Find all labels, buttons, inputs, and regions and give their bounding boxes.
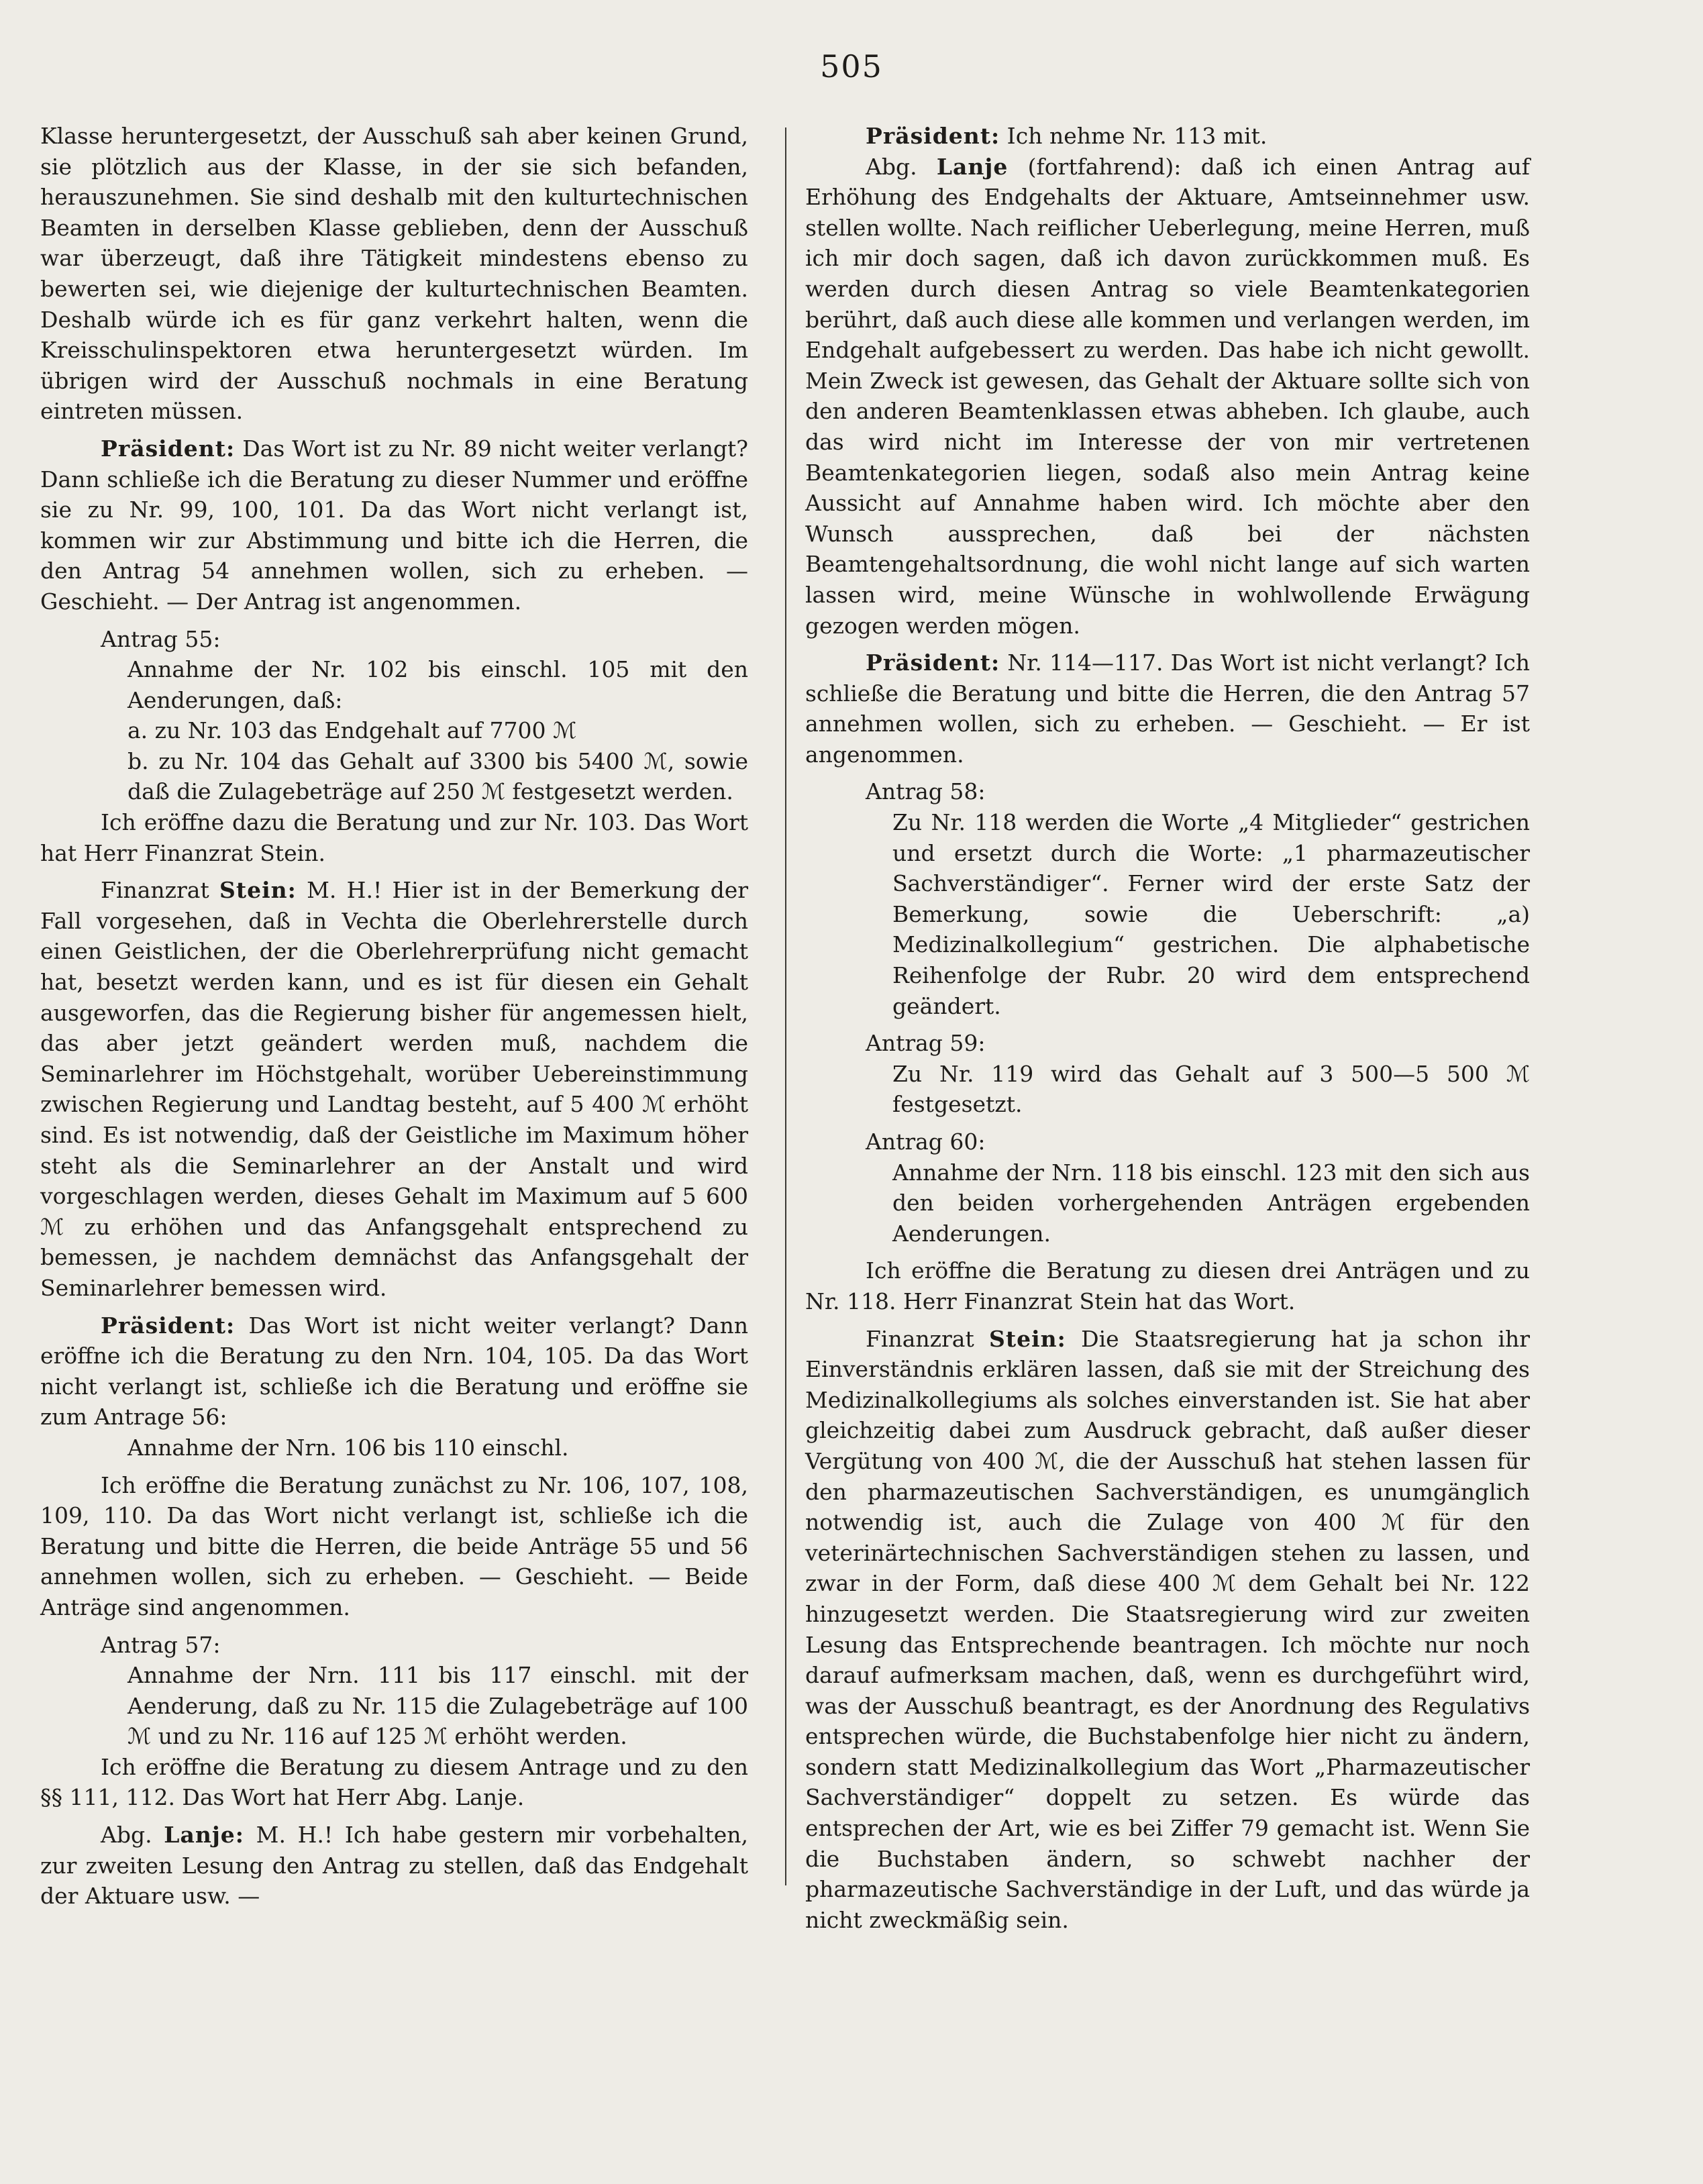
paragraph-text: Ich eröffne die Beratung zunächst zu Nr. 106, 107, 108, 109, 110. Da das Wort nicht verlangt ist, schließe ich die Beratung und bitte die Herren, die beide Anträge 55 und 56 annehmen wollen, sich zu erheben. — Geschieht. — Beide Anträge sind angenommen. (40, 1471, 748, 1620)
paragraph-text: Zu Nr. 119 wird das Gehalt auf 3 500—5 500 ℳ festgesetzt. (892, 1060, 1530, 1118)
paragraph-text: Zu Nr. 118 werden die Worte „4 Mitglieder“ gestrichen und ersetzt durch die Worte: „1 pharmazeutischer Sachverständiger“. Ferner wird der erste Satz der Bemerkung, sowie die Ueberschrift: „a) Medizinalkollegium“ gestrichen. Die alphabetische Reihenfolge der Rubr. 20 wird dem entsprechend geändert. (892, 809, 1530, 1019)
paragraph (805, 776, 1530, 807)
paragraph (40, 654, 748, 715)
paragraph (40, 1470, 748, 1623)
paragraph-text: Annahme der Nrn. 111 bis 117 einschl. mit der Aenderung, daß zu Nr. 115 die Zulagebeträge auf 100 ℳ und zu Nr. 116 auf 125 ℳ erhöht werden. (127, 1662, 748, 1750)
speaker-name: Präsident: (866, 649, 1000, 676)
paragraph (40, 807, 748, 868)
paragraph (40, 715, 748, 746)
paragraph (40, 121, 748, 427)
paragraph (40, 746, 748, 807)
paragraph-text: Ich eröffne die Beratung zu diesem Antrage und zu den §§ 111, 112. Das Wort hat Herr Abg. Lanje. (40, 1753, 748, 1811)
paragraph-text: Annahme der Nrn. 118 bis einschl. 123 mit den sich aus den beiden vorhergehenden Anträgen ergebenden Aenderungen. (892, 1159, 1530, 1247)
right-column (805, 121, 1530, 1935)
paragraph-text: Das Wort ist nicht weiter verlangt? Dann eröffne ich die Beratung zu den Nrn. 104, 105. Da das Wort nicht verlangt ist, schließe ich die Beratung und eröffne sie zum Antrage 56: (40, 1312, 748, 1431)
column-divider (785, 127, 786, 1885)
paragraph (805, 1255, 1530, 1316)
paragraph-text: Ich eröffne die Beratung zu diesen drei Anträgen und zu Nr. 118. Herr Finanzrat Stein hat das Wort. (805, 1257, 1530, 1314)
paragraph (805, 1324, 1530, 1936)
paragraph (40, 1752, 748, 1813)
paragraph-text: b. zu Nr. 104 das Gehalt auf 3300 bis 5400 ℳ, sowie daß die Zulagebeträge auf 250 ℳ festgesetzt werden. (127, 747, 748, 805)
speaker-name: Präsident: (866, 123, 1000, 149)
speaker-name: Präsident: (101, 435, 236, 462)
paragraph-text: Antrag 60: (866, 1129, 986, 1155)
paragraph-text: M. H.! Ich habe gestern mir vorbehalten, zur zweiten Lesung den Antrag zu stellen, daß das Endgehalt der Aktuare usw. — (40, 1822, 749, 1910)
paragraph-text: Antrag 57: (101, 1631, 221, 1658)
paragraph (805, 121, 1530, 152)
paragraph-text: Antrag 59: (866, 1030, 986, 1057)
paragraph (805, 807, 1530, 1021)
paragraph-text: Nr. 114—117. Das Wort ist nicht verlangt? Ich schließe die Beratung und bitte die Herren, die den Antrag 57 annehmen wollen, sich zu erheben. — Geschieht. — Er ist angenommen. (805, 649, 1530, 768)
speaker-prefix: Finanzrat (101, 877, 220, 904)
paragraph (40, 433, 748, 617)
paragraph-text: Ich eröffne dazu die Beratung und zur Nr. 103. Das Wort hat Herr Finanzrat Stein. (40, 809, 748, 866)
speaker-prefix: Finanzrat (866, 1325, 990, 1352)
paragraph (805, 152, 1530, 641)
page-number: 505 (820, 48, 883, 85)
paragraph-text: Antrag 55: (101, 625, 221, 652)
paragraph (40, 1433, 748, 1463)
paragraph-text: Die Staatsregierung hat ja schon ihr Einverständnis erklären lassen, daß sie mit der Streichung des Medizinalkollegiums als solches einverstanden ist. Sie hat aber gleichzeitig dabei zum Ausdruck gebracht, daß außer dieser Vergütung von 400 ℳ, die der Ausschuß hat stehen lassen für den pharmazeutischen Sachverständigen, es unumgänglich notwendig ist, auch die Zulage von 400 ℳ für den veterinärtechnischen Sachverständigen stehen zu lassen, und zwar in der Form, daß diese 400 ℳ dem Gehalt bei Nr. 122 hinzugesetzt werden. Die Staatsregierung wird zur zweiten Lesung das Entsprechende beantragen. Ich möchte nur noch darauf aufmerksam machen, daß, wenn es durchgeführt wird, was der Ausschuß beantragt, es der Anordnung des Regulativs entsprechen würde, die Buchstabenfolge hier nicht zu ändern, sondern statt Medizinalkollegium das Wort „Pharmazeutischer Sachverständiger“ doppelt zu setzen. Es würde das entsprechen der Art, wie es bei Ziffer 79 gemacht ist. Wenn Sie die Buchstaben ändern, so schwebt nachher der pharmazeutische Sachverständige in der Luft, und das würde ja nicht zweckmäßig sein. (805, 1325, 1531, 1933)
speaker-name: Lanje (936, 153, 1009, 180)
speaker-prefix: Abg. (101, 1822, 164, 1849)
paragraph (40, 875, 748, 1303)
speaker-prefix: Abg. (866, 153, 937, 180)
paragraph (805, 647, 1530, 770)
paragraph (805, 1059, 1530, 1120)
speaker-name: Stein: (219, 877, 297, 904)
paragraph-text: Annahme der Nr. 102 bis einschl. 105 mit den Aenderungen, daß: (127, 656, 748, 713)
paragraph (40, 1630, 748, 1661)
left-column (40, 121, 748, 1912)
paragraph-text: Klasse heruntergesetzt, der Ausschuß sah aber keinen Grund, sie plötzlich aus der Klasse, in der sie sich befanden, herauszunehmen. Sie sind deshalb mit den kulturtechnischen Beamten in derselben Klasse geblieben, denn der Ausschuß war überzeugt, daß ihre Tätigkeit mindestens ebenso zu bewerten sei, wie diejenige der kulturtechnischen Beamten. Deshalb würde ich es für ganz verkehrt halten, wenn die Kreisschulinspektoren etwa heruntergesetzt würden. Im übrigen wird der Ausschuß nochmals in eine Beratung eintreten müssen. (40, 123, 748, 425)
speaker-name: Präsident: (101, 1312, 236, 1339)
paragraph-text: Das Wort ist zu Nr. 89 nicht weiter verlangt? Dann schließe ich die Beratung zu dieser Nummer und eröffne sie zu Nr. 99, 100, 101. Da das Wort nicht verlangt ist, kommen wir zur Abstimmung und bitte ich die Herren, die den Antrag 54 annehmen wollen, sich zu erheben. — Geschieht. — Der Antrag ist angenommen. (40, 435, 748, 615)
paragraph (805, 1028, 1530, 1059)
paragraph-text: a. zu Nr. 103 das Endgehalt auf 7700 ℳ (127, 717, 577, 744)
paragraph-text: Antrag 58: (866, 778, 986, 805)
speaker-name: Stein: (989, 1325, 1066, 1352)
paragraph (805, 1157, 1530, 1249)
paragraph-text: Annahme der Nrn. 106 bis 110 einschl. (127, 1434, 569, 1461)
paragraph (805, 1127, 1530, 1157)
paragraph (40, 1660, 748, 1752)
paragraph (40, 1820, 748, 1912)
paragraph-text: M. H.! Hier ist in der Bemerkung der Fall vorgesehen, daß in Vechta die Oberlehrerstelle durch einen Geistlichen, der die Oberlehrerprüfung nicht gemacht hat, besetzt werden kann, und es ist für diesen ein Gehalt ausgeworfen, das die Regierung bisher für angemessen hielt, das aber jetzt geändert werden muß, nachdem die Seminarlehrer im Höchstgehalt, worüber Uebereinstimmung zwischen Regierung und Landtag besteht, auf 5 400 ℳ erhöht sind. Es ist notwendig, daß der Geistliche im Maximum höher steht als die Seminarlehrer an der Anstalt und wird vorgeschlagen werden, dieses Gehalt im Maximum auf 5 600 ℳ zu erhöhen und das Anfangsgehalt entsprechend zu bemessen, je nachdem demnächst das Anfangsgehalt der Seminarlehrer bemessen wird. (40, 877, 748, 1301)
paragraph (40, 1310, 748, 1433)
speaker-name: Lanje: (164, 1822, 244, 1849)
paragraph-text: Ich nehme Nr. 113 mit. (1000, 123, 1268, 149)
paragraph-text: (fortfahrend): daß ich einen Antrag auf Erhöhung des Endgehalts der Aktuare, Amtseinnehmer usw. stellen wollte. Nach reiflicher Ueberlegung, meine Herren, muß ich mir doch sagen, daß ich davon zurückkommen muß. Es werden durch diesen Antrag so viele Beamtenkategorien berührt, daß auch diese alle kommen und verlangen werden, im Endgehalt aufgebessert zu werden. Das habe ich nicht gewollt. Mein Zweck ist gewesen, das Gehalt der Aktuare sollte sich von den anderen Beamtenklassen etwas abheben. Ich glaube, auch das wird nicht im Interesse der von mir vertretenen Beamtenkategorien liegen, sodaß also mein Antrag keine Aussicht auf Annahme haben wird. Ich möchte aber den Wunsch aussprechen, daß bei der nächsten Beamtengehaltsordnung, die wohl nicht lange auf sich warten lassen wird, meine Wünsche in wohlwollende Erwägung gezogen werden mögen. (805, 153, 1530, 639)
paragraph (40, 624, 748, 655)
